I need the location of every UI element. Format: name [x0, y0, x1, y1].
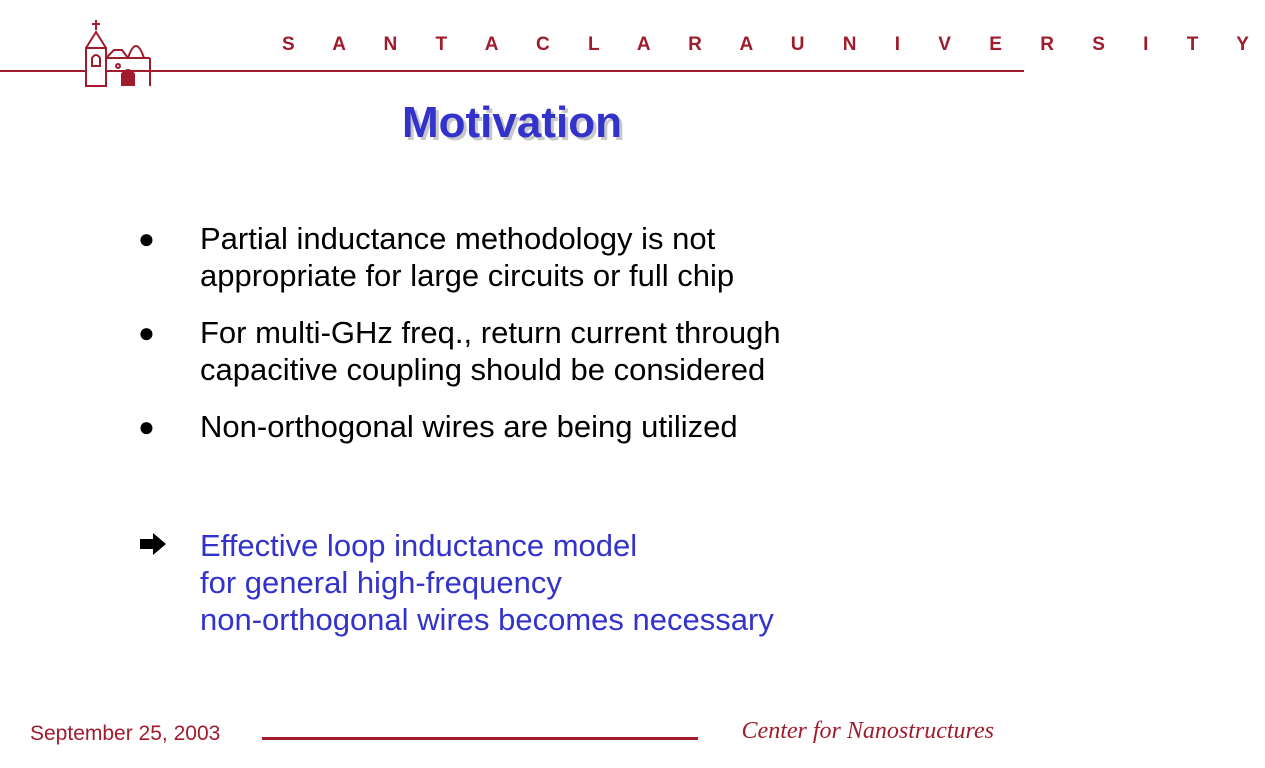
footer-divider: [262, 737, 698, 740]
conclusion-text-line: for general high-frequency: [200, 565, 562, 600]
bullet-item: [130, 314, 990, 388]
footer-date: September 25, 2003: [30, 722, 221, 745]
bullet-text-line: Non-orthogonal wires are being utilized: [200, 409, 738, 444]
bullet-text-line: capacitive coupling should be considered: [200, 352, 766, 387]
bullet-dot-icon: ●: [138, 317, 155, 348]
bullet-item: [130, 408, 990, 445]
conclusion-text-line: non-orthogonal wires becomes necessary: [200, 602, 774, 637]
footer-center-name: Center for Nanostructures: [741, 718, 994, 744]
slide-title: Motivation: [402, 98, 622, 147]
right-arrow-icon: [138, 531, 168, 557]
conclusion-block: [130, 527, 990, 638]
bullet-text-line: For multi-GHz freq., return current through: [200, 315, 781, 350]
bullet-text-line: appropriate for large circuits or full chip: [200, 258, 735, 293]
university-name: S A N T A C L A R A U N I V E R S I T Y: [282, 34, 1265, 55]
bullet-item: [130, 220, 990, 294]
bullet-text-line: Partial inductance methodology is not: [200, 221, 716, 256]
conclusion-text-line: Effective loop inductance model: [200, 528, 638, 563]
bullet-list: [130, 220, 990, 465]
bullet-dot-icon: ●: [138, 411, 155, 442]
bullet-dot-icon: ●: [138, 223, 155, 254]
mission-church-icon: [78, 18, 158, 88]
